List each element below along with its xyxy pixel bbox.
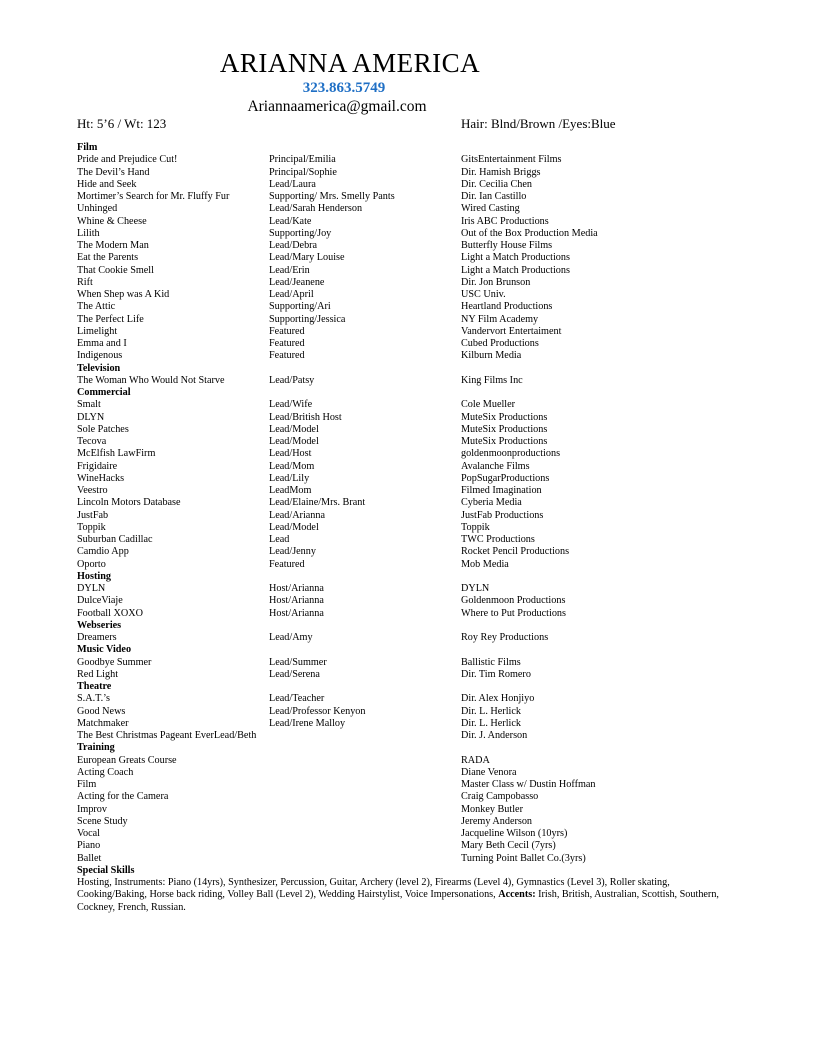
credit-role: Lead/Erin xyxy=(269,264,310,276)
section-heading: Theatre xyxy=(77,681,112,692)
credit-row xyxy=(77,301,737,313)
credit-company: Cubed Productions xyxy=(461,338,539,349)
credit-role: Lead/Mom xyxy=(269,460,315,472)
credit-title: Whine & Cheese xyxy=(77,215,147,227)
credit-row xyxy=(77,693,737,705)
credit-company: Goldenmoon Productions xyxy=(461,595,566,607)
credit-title: Matchmaker xyxy=(77,717,129,729)
credit-title: The Attic xyxy=(77,301,116,313)
credit-company: Dir. Alex Honjiyo xyxy=(461,693,535,705)
credit-row xyxy=(77,534,737,546)
credit-row xyxy=(77,497,737,509)
credit-company: Craig Campobasso xyxy=(461,791,539,803)
credit-title: Unhinged xyxy=(77,203,118,215)
credit-company: Ballistic Films xyxy=(461,656,521,668)
credit-title: Limelight xyxy=(77,325,118,337)
credit-role: Lead/Arianna xyxy=(269,509,326,521)
credit-title: Pride and Prejudice Cut! xyxy=(77,154,178,166)
credit-title: Piano xyxy=(77,840,101,852)
section-heading-special-skills: Special Skills xyxy=(77,864,135,876)
credit-company: Toppik xyxy=(461,521,490,533)
credit-company: Dir. Cecilia Chen xyxy=(461,178,533,190)
credit-row xyxy=(77,191,737,203)
credit-title: The Devil’s Hand xyxy=(77,166,150,178)
credit-role: Host/Arianna xyxy=(269,607,324,619)
credit-company: MuteSix Productions xyxy=(461,411,548,423)
credit-title: Veestro xyxy=(77,485,108,496)
credit-row xyxy=(77,791,737,803)
credit-role: Supporting/Joy xyxy=(269,227,332,239)
credit-role: Lead/Jeanene xyxy=(269,276,325,288)
credit-role: Lead/Kate xyxy=(269,215,312,227)
credit-role: Lead/Patsy xyxy=(269,374,315,386)
credit-title: Rift xyxy=(77,276,93,288)
credit-role: Principal/Sophie xyxy=(269,166,337,178)
credit-company: Dir. Jon Brunson xyxy=(461,276,531,288)
credit-row xyxy=(77,608,737,620)
credit-company: MuteSix Productions xyxy=(461,423,548,435)
credit-row xyxy=(77,350,737,362)
credit-company: goldenmoonproductions xyxy=(461,448,561,460)
credit-company: Roy Rey Productions xyxy=(461,632,549,643)
credit-row xyxy=(77,840,737,852)
credit-title: S.A.T.’s xyxy=(77,693,110,705)
credit-row xyxy=(77,669,737,681)
credit-row xyxy=(77,412,737,424)
credit-row xyxy=(77,436,737,448)
credit-company: DYLN xyxy=(461,583,490,594)
credit-company: USC Univ. xyxy=(461,289,506,300)
credit-role: Supporting/ Mrs. Smelly Pants xyxy=(269,191,395,202)
actor-name: ARIANNA AMERICA xyxy=(219,48,481,78)
credit-role: Featured xyxy=(269,325,305,337)
credit-title: DYLN xyxy=(77,583,106,594)
credit-company: Dir. Ian Castillo xyxy=(461,191,527,202)
credit-title: Sole Patches xyxy=(77,423,129,435)
section-heading: Training xyxy=(77,742,115,754)
credit-title: Frigidaire xyxy=(77,460,118,472)
credit-row xyxy=(77,779,737,791)
credit-title: The Best Christmas Pageant EverLead/Beth xyxy=(77,730,257,741)
skills-list: Hosting, Instruments: Piano (14yrs), Synthesizer, Percussion, Guitar, Archery (level 2), Firearms (Level 4), Gymnastics (Level 3), Roller skating, Cooking/Baking, Horse back riding, Volley Ball (Level 2), Wedding Hairstylist, Voice Impersonations, xyxy=(77,877,670,901)
credit-company: Light a Match Productions xyxy=(461,264,570,276)
credit-title: DLYN xyxy=(77,411,105,423)
credit-row xyxy=(77,240,737,252)
credit-row xyxy=(77,154,737,166)
credit-title: The Woman Who Would Not Starve xyxy=(77,374,225,386)
accents-label: Accents: xyxy=(498,889,536,901)
credit-role: Lead/Elaine/Mrs. Brant xyxy=(269,497,366,509)
credit-row xyxy=(77,522,737,534)
section-heading: Television xyxy=(77,362,121,374)
credit-role: Lead/Irene Malloy xyxy=(269,717,346,729)
credit-row xyxy=(77,828,737,840)
credit-company: Dir. Hamish Briggs xyxy=(461,166,541,178)
credit-company: Out of the Box Production Media xyxy=(461,227,598,239)
accents-list: Irish, British, Australian, Scottish, Southern, Cockney, French, Russian. xyxy=(77,889,719,913)
credit-row xyxy=(77,179,737,191)
credit-row xyxy=(77,632,737,644)
credit-company: Dir. J. Anderson xyxy=(461,730,528,741)
credit-role: Lead/British Host xyxy=(269,411,342,423)
credit-role: Lead/Mary Louise xyxy=(269,252,345,264)
credit-row xyxy=(77,448,737,460)
credit-title: Mortimer’s Search for Mr. Fluffy Fur xyxy=(77,191,230,202)
section-heading: Film xyxy=(77,142,98,153)
credit-company: King Films Inc xyxy=(461,374,523,386)
credit-role: LeadMom xyxy=(269,485,312,496)
credit-title: McElfish LawFirm xyxy=(77,448,156,460)
credit-row xyxy=(77,706,737,718)
credit-row xyxy=(77,473,737,485)
credit-row xyxy=(77,265,737,277)
credit-row xyxy=(77,228,737,240)
credit-row xyxy=(77,583,737,595)
credit-company: Where to Put Productions xyxy=(461,607,566,619)
credit-title: Film xyxy=(77,779,97,790)
credit-company: Avalanche Films xyxy=(461,460,530,472)
credits-body xyxy=(77,142,737,914)
credit-company: Monkey Butler xyxy=(461,803,523,815)
credit-role: Lead/Host xyxy=(269,448,312,460)
credit-row xyxy=(77,718,737,730)
credit-row xyxy=(77,730,737,742)
credit-row xyxy=(77,853,737,865)
credit-title: Smalt xyxy=(77,399,101,411)
credit-company: Heartland Productions xyxy=(461,301,553,313)
phone-number: 323.863.5749 xyxy=(302,80,386,96)
credit-title: Suburban Cadillac xyxy=(77,534,153,545)
credit-role: Lead/Model xyxy=(269,423,319,435)
credit-role: Lead/Professor Kenyon xyxy=(269,705,366,717)
credit-title: Oporto xyxy=(77,558,106,570)
credit-row xyxy=(77,424,737,436)
credit-role: Lead/Teacher xyxy=(269,693,325,705)
credit-role: Featured xyxy=(269,558,305,570)
credit-row xyxy=(77,338,737,350)
credit-role: Supporting/Ari xyxy=(269,301,331,313)
credit-company: JustFab Productions xyxy=(461,509,544,521)
credit-role: Host/Arianna xyxy=(269,583,324,594)
credit-row xyxy=(77,277,737,289)
credit-company: Kilburn Media xyxy=(461,350,522,362)
credit-row xyxy=(77,167,737,179)
credit-row xyxy=(77,767,737,779)
credit-title: Scene Study xyxy=(77,815,128,827)
credit-title: Dreamers xyxy=(77,632,117,643)
credit-title: Tecova xyxy=(77,436,107,447)
credit-row xyxy=(77,399,737,411)
section-heading: Commercial xyxy=(77,387,131,398)
section-heading: Hosting xyxy=(77,570,111,582)
credit-row xyxy=(77,216,737,228)
credit-title: Goodbye Summer xyxy=(77,656,152,668)
credit-company: Filmed Imagination xyxy=(461,485,542,496)
credit-row xyxy=(77,203,737,215)
credit-role: Lead/Model xyxy=(269,521,319,533)
credit-company: Butterfly House Films xyxy=(461,240,553,251)
credit-company: TWC Productions xyxy=(461,534,535,545)
special-skills-text xyxy=(77,877,727,914)
credit-row xyxy=(77,546,737,558)
credit-row xyxy=(77,510,737,522)
email-address: Ariannaamerica@gmail.com xyxy=(247,98,427,115)
credit-role: Featured xyxy=(269,350,305,362)
credit-role: Lead/April xyxy=(269,289,314,300)
hair-eyes: Hair: Blnd/Brown /Eyes:Blue xyxy=(461,116,616,131)
credit-row xyxy=(77,595,737,607)
credit-company: Jeremy Anderson xyxy=(461,815,533,827)
credit-role: Principal/Emilia xyxy=(269,154,336,166)
credit-title: DulceViaje xyxy=(77,595,123,607)
credit-company: Diane Venora xyxy=(461,766,517,778)
credit-role: Lead xyxy=(269,534,290,545)
credit-row xyxy=(77,559,737,571)
credit-title: Good News xyxy=(77,705,126,717)
credit-role: Supporting/Jessica xyxy=(269,313,346,325)
credit-row xyxy=(77,289,737,301)
credit-title: Acting for the Camera xyxy=(77,791,169,803)
credit-role: Lead/Model xyxy=(269,436,319,447)
credit-row xyxy=(77,252,737,264)
credit-company: Mary Beth Cecil (7yrs) xyxy=(461,840,556,852)
height-weight: Ht: 5’6 / Wt: 123 xyxy=(77,116,167,131)
credit-role: Host/Arianna xyxy=(269,595,324,607)
credit-title: Lilith xyxy=(77,227,100,239)
credit-company: Jacqueline Wilson (10yrs) xyxy=(461,828,568,839)
credit-company: Master Class w/ Dustin Hoffman xyxy=(461,779,596,790)
credit-title: Indigenous xyxy=(77,350,123,362)
credit-company: Dir. L. Herlick xyxy=(461,717,521,729)
credit-company: Iris ABC Productions xyxy=(461,215,549,227)
credit-row xyxy=(77,485,737,497)
credit-company: Cyberia Media xyxy=(461,497,522,509)
credit-company: Cole Mueller xyxy=(461,399,516,411)
credit-title: Red Light xyxy=(77,668,119,680)
credit-role: Lead/Amy xyxy=(269,632,313,643)
credit-title: Improv xyxy=(77,803,107,815)
credit-title: Vocal xyxy=(77,828,101,839)
credit-title: Eat the Parents xyxy=(77,252,139,264)
credit-title: Acting Coach xyxy=(77,766,134,778)
credit-company: NY Film Academy xyxy=(461,313,539,325)
credit-title: That Cookie Smell xyxy=(77,264,154,276)
credit-title: Lincoln Motors Database xyxy=(77,497,181,509)
credit-role: Lead/Laura xyxy=(269,178,316,190)
section-heading: Webseries xyxy=(77,619,122,631)
credit-company: PopSugarProductions xyxy=(461,472,550,484)
credit-row xyxy=(77,755,737,767)
credit-row xyxy=(77,375,737,387)
credit-company: GitsEntertainment Films xyxy=(461,154,562,166)
credit-title: The Perfect Life xyxy=(77,313,144,325)
credit-role: Lead/Wife xyxy=(269,399,313,411)
credit-title: Football XOXO xyxy=(77,607,143,619)
credit-row xyxy=(77,657,737,669)
credit-company: Rocket Pencil Productions xyxy=(461,546,570,558)
credit-company: MuteSix Productions xyxy=(461,436,548,447)
credit-row xyxy=(77,326,737,338)
credit-row xyxy=(77,461,737,473)
credit-title: Camdio App xyxy=(77,546,129,558)
credit-company: Wired Casting xyxy=(461,203,520,215)
credit-role: Lead/Debra xyxy=(269,240,318,251)
credit-row xyxy=(77,314,737,326)
credit-company: RADA xyxy=(461,754,490,766)
credit-company: Light a Match Productions xyxy=(461,252,570,264)
credit-title: When Shep was A Kid xyxy=(77,289,170,300)
credit-title: European Greats Course xyxy=(77,754,177,766)
credit-title: JustFab xyxy=(77,509,109,521)
credit-title: WineHacks xyxy=(77,472,125,484)
credit-role: Featured xyxy=(269,338,305,349)
section-heading: Music Video xyxy=(77,644,132,656)
credit-row xyxy=(77,816,737,828)
credit-role: Lead/Sarah Henderson xyxy=(269,203,363,215)
credit-role: Lead/Summer xyxy=(269,656,327,668)
credit-title: Emma and I xyxy=(77,338,127,349)
credit-company: Dir. Tim Romero xyxy=(461,668,531,680)
credit-title: The Modern Man xyxy=(77,240,149,251)
credit-company: Turning Point Ballet Co.(3yrs) xyxy=(461,852,586,864)
credit-row xyxy=(77,804,737,816)
credit-role: Lead/Lily xyxy=(269,472,310,484)
credit-title: Ballet xyxy=(77,852,102,864)
credit-title: Hide and Seek xyxy=(77,178,137,190)
credit-company: Vandervort Entertaiment xyxy=(461,325,562,337)
credit-role: Lead/Serena xyxy=(269,668,320,680)
credit-company: Mob Media xyxy=(461,558,509,570)
credit-role: Lead/Jenny xyxy=(269,546,316,558)
credit-title: Toppik xyxy=(77,521,106,533)
credit-company: Dir. L. Herlick xyxy=(461,705,521,717)
